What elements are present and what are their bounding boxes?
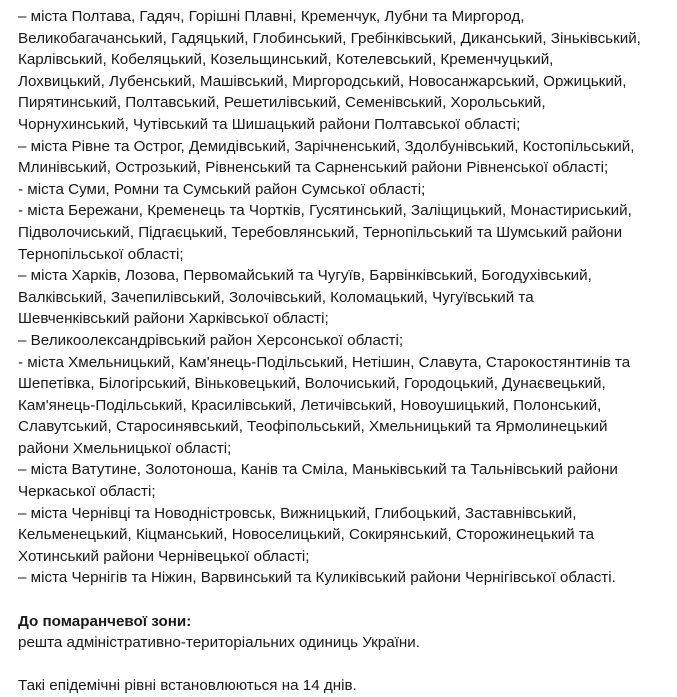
list-line: – міста Рівне та Острог, Демидівський, Зарічненський, Здолбунівський, Костопільський,	[18, 137, 635, 155]
list-line: – міста Полтава, Гадяч, Горішні Плавні, Кременчук, Лубни та Миргород,	[18, 8, 525, 25]
list-line: Черкаської області;	[18, 483, 156, 501]
list-line: - міста Хмельницький, Кам'янець-Подільський, Нетішин, Славута, Старокостянтинів та	[18, 353, 631, 371]
list-line: Шепетівка, Білогірський, Віньковецький, Волочиський, Городоцький, Дунаєвецький,	[18, 375, 606, 393]
region-list	[18, 6, 668, 589]
orange-zone-heading: До помаранчевої зони:	[18, 612, 192, 630]
list-line: Шевченківський райони Харківської області;	[18, 310, 329, 328]
list-line: Кельменецький, Кіцманський, Новоселицький, Сокирянський, Сторожинецький та	[18, 526, 595, 544]
list-line: Лохвицький, Лубенський, Машівський, Миргородський, Новосанжарський, Оржицький,	[18, 72, 627, 90]
list-line: Підволочиський, Підгаєцький, Теребовлянський, Тернопільський та Шумський райони	[18, 223, 623, 241]
list-line: Тернопільської області;	[18, 245, 184, 263]
list-line: Карлівський, Кобеляцький, Козельщинський, Котелевський, Кременчуцький,	[18, 51, 554, 69]
list-line: Хотинський райони Чернівецької області;	[18, 547, 310, 565]
list-line: Чорнухинський, Чутівський та Шишацький райони Полтавської області;	[18, 115, 521, 133]
list-line: Пирятинський, Полтавський, Решетилівський, Семенівський, Хорольський,	[18, 94, 546, 112]
list-line: Кам'янець-Подільський, Красилівський, Летичівський, Новоушицький, Полонський,	[18, 396, 602, 414]
list-line: Млинівський, Острозький, Рівненський та Сарненський райони Рівненської області;	[18, 159, 609, 177]
list-line: Великобагачанський, Гадяцький, Глобинський, Гребінківський, Диканський, Зіньківський,	[18, 29, 641, 47]
spacer	[18, 589, 668, 611]
spacer	[18, 654, 668, 676]
list-line: - міста Суми, Ромни та Сумський район Сумської області;	[18, 180, 426, 198]
list-line: райони Хмельницької області;	[18, 439, 232, 457]
list-line: Валківський, Зачепилівський, Золочівський, Коломацький, Чугуївський та	[18, 288, 534, 306]
list-line: – міста Харків, Лозова, Первомайський та Чугуїв, Барвінківський, Богодухівський,	[18, 267, 592, 285]
list-line: – міста Чернівці та Новодністровськ, Вижницький, Глибоцький, Заставнівський,	[18, 504, 577, 522]
list-line: – міста Ватутине, Золотоноша, Канів та Сміла, Маньківський та Тальнівський райони	[18, 461, 618, 479]
duration-note: Такі епідемічні рівні встановлюються на 14 днів.	[18, 677, 357, 695]
list-line: - міста Бережани, Кременець та Чортків, Гусятинський, Заліщицький, Монастириський,	[18, 202, 632, 220]
list-line: – міста Чернігів та Ніжин, Варвинський та Куликівський райони Чернігівської області.	[18, 569, 616, 587]
list-line: Славутський, Старосинявський, Теофіпольський, Хмельницький та Ярмолинецький	[18, 418, 608, 436]
list-line: – Великоолександрівський район Херсонської області;	[18, 331, 404, 349]
orange-zone-text: решта адміністративно-територіальних одиниць України.	[18, 634, 421, 652]
